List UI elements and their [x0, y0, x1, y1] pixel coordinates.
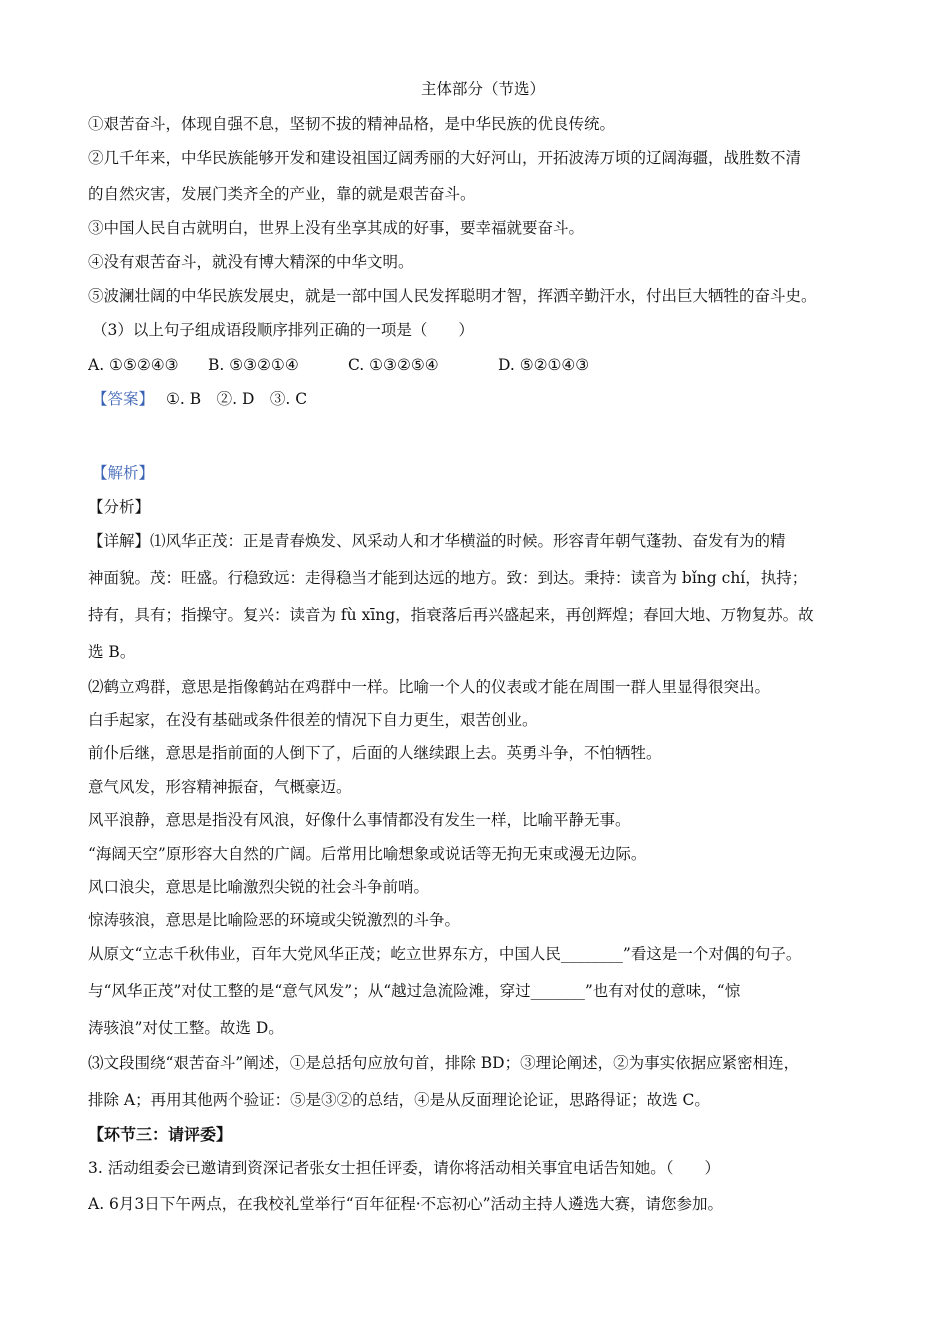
- detail-line: 意气风发，形容精神振奋，气概豪迈。: [88, 778, 352, 796]
- answer-line: [92, 388, 882, 410]
- detail-line: 神面貌。茂：旺盛。行稳致远：走得稳当才能到达远的地方。致：到达。秉持：读音为 bǐng chí，执持；: [88, 569, 808, 587]
- option-a[interactable]: A. ①⑤②④③: [88, 356, 179, 374]
- sentence-2-cont: 的自然灾害，发展门类齐全的产业，靠的就是艰苦奋斗。: [88, 185, 476, 203]
- section-heading: 【环节三：请评委】: [88, 1125, 233, 1144]
- detail-line: 风口浪尖，意思是比喻激烈尖锐的社会斗争前哨。: [88, 878, 430, 896]
- option-d[interactable]: D. ⑤②①④③: [498, 356, 590, 374]
- detail-line: “海阔天空”原形容大自然的广阔。后常用比喻想象或说话等无拘无束或漫无边际。: [88, 845, 647, 863]
- detail-line: 风平浪静，意思是指没有风浪，好像什么事情都没有发生一样，比喻平静无事。: [88, 811, 631, 829]
- sentence-2: ②几千年来，中华民族能够开发和建设祖国辽阔秀丽的大好河山，开拓波涛万顷的辽阔海疆，战胜数不清: [88, 149, 802, 167]
- question-main: 3. 活动组委会已邀请到资深记者张女士担任评委，请你将活动相关事宜电话告知她。（ ）: [88, 1159, 720, 1177]
- detail-line: 从原文“立志千秋伟业，百年大党风华正茂；屹立世界东方，中国人民________”看这是一个对偶的句子。: [88, 945, 802, 963]
- analysis-label: 【解析】: [92, 464, 155, 482]
- detail-line: 排除 A；再用其他两个验证：⑤是③②的总结，④是从反面理论论证，思路得证；故选 C。: [88, 1091, 710, 1109]
- options-row: [88, 354, 878, 376]
- answer-label: 【答案】: [92, 390, 155, 408]
- option-a-text[interactable]: A. 6月3日下午两点，在我校礼堂举行“百年征程·不忘初心”活动主持人遴选大赛，请您参加。: [88, 1195, 724, 1213]
- answer-text: ①. B ②. D ③. C: [166, 390, 308, 408]
- detail-line: ⑵鹤立鸡群，意思是指像鹤站在鸡群中一样。比喻一个人的仪表或才能在周围一群人里显得很突出。: [88, 678, 771, 696]
- detail-line: 前仆后继，意思是指前面的人倒下了，后面的人继续跟上去。英勇斗争，不怕牺牲。: [88, 744, 662, 762]
- sentence-3: ③中国人民自古就明白，世界上没有坐享其成的好事，要幸福就要奋斗。: [88, 219, 585, 237]
- section-title: 主体部分（节选）: [420, 80, 545, 98]
- question-3: （3）以上句子组成语段顺序排列正确的一项是（ ）: [92, 321, 474, 339]
- option-c[interactable]: C. ①③②⑤④: [348, 356, 439, 374]
- detail-line: 持有，具有；指操守。复兴：读音为 fù xīng，指衰落后再兴盛起来，再创辉煌；春回大地、万物复苏。故: [88, 606, 814, 624]
- detail-line: 【详解】⑴风华正茂：正是青春焕发、风采动人和才华横溢的时候。形容青年朝气蓬勃、奋发有为的精: [88, 532, 786, 550]
- detail-line: 选 B。: [88, 643, 136, 661]
- detail-line: 惊涛骇浪，意思是比喻险恶的环境或尖锐激烈的斗争。: [88, 911, 461, 929]
- detail-line: 涛骇浪”对仗工整。故选 D。: [88, 1019, 284, 1037]
- detail-line: 与“风华正茂”对仗工整的是“意气风发”；从“越过急流险滩，穿过_______”也有对仗的意味，“惊: [88, 982, 741, 1000]
- option-b[interactable]: B. ⑤③②①④: [208, 356, 299, 374]
- detail-line: 白手起家，在没有基础或条件很差的情况下自力更生，艰苦创业。: [88, 711, 538, 729]
- fenxi-label: 【分析】: [88, 498, 151, 516]
- detail-line: ⑶文段围绕“艰苦奋斗”阐述，①是总括句应放句首，排除 BD；③理论阐述，②为事实依据应紧密相连，: [88, 1054, 800, 1072]
- sentence-1: ①艰苦奋斗，体现自强不息，坚韧不拔的精神品格，是中华民族的优良传统。: [88, 115, 616, 133]
- sentence-5: ⑤波澜壮阔的中华民族发展史，就是一部中国人民发挥聪明才智，挥洒辛勤汗水，付出巨大牺牲的奋斗史。: [88, 287, 817, 305]
- sentence-4: ④没有艰苦奋斗，就没有博大精深的中华文明。: [88, 253, 414, 271]
